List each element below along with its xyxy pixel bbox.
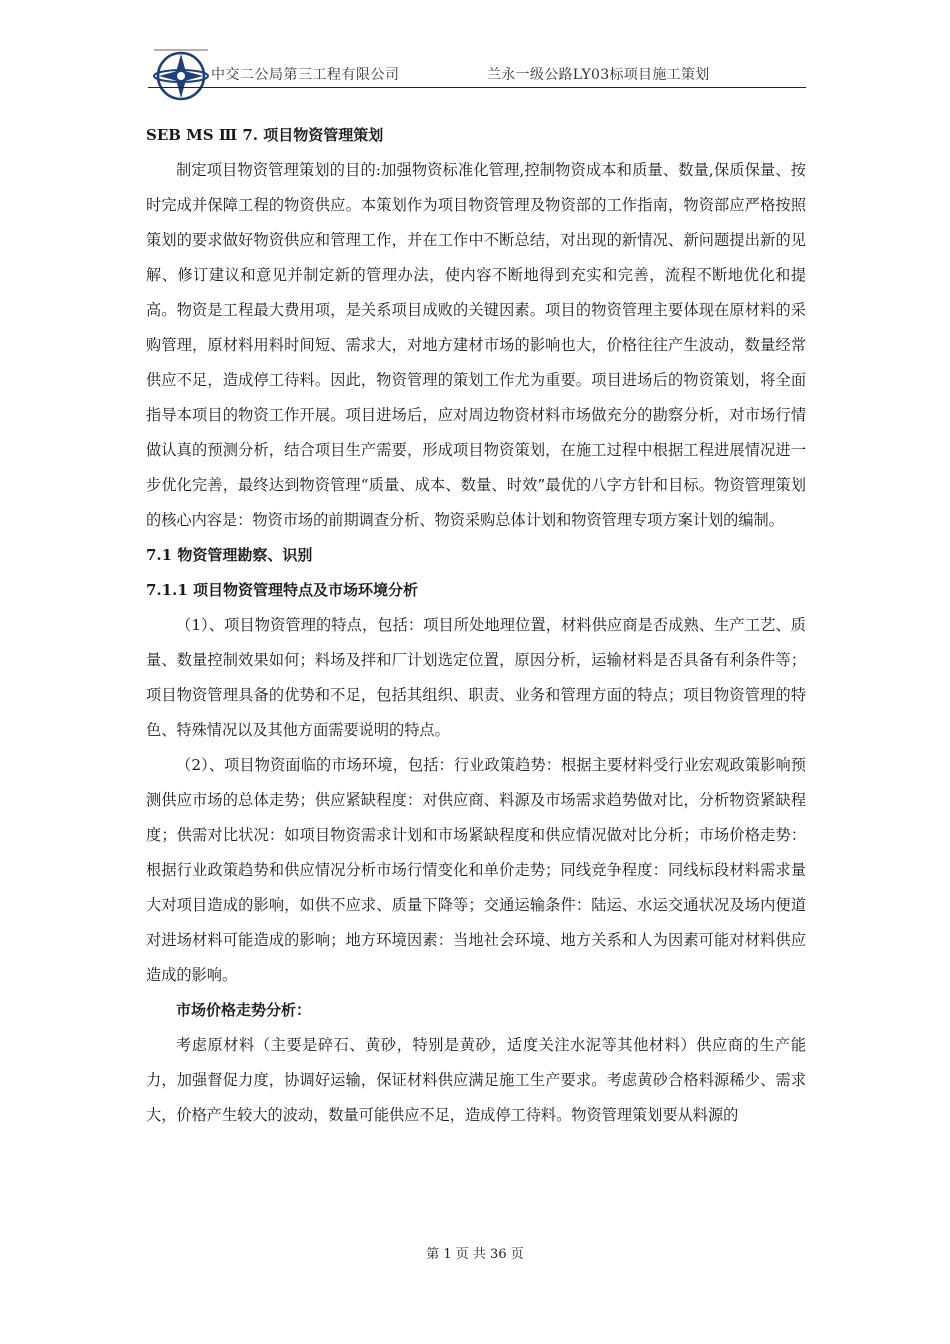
paragraph-market-environment: （2）、项目物资面临的市场环境，包括：行业政策趋势：根据主要材料受行业宏观政策影响预测供应市场的总体走势；供应紧缺程度：对供应商、料源及市场需求趋势做对比，分析物资紧缺程度；供需对比状况：如项目物资需求计划和市场紧缺程度和供应情况做对比分析；市场价格走势：根据行业政策趋势和供应情况分析市场行情变化和单价走势；同线竞争程度：同线标段材料需求量大对项目造成的影响，如供不应求、质量下降等；交通运输条件：陆运、水运交通状况及场内便道对进场材料可能造成的影响；地方环境因素：当地社会环境、地方关系和人为因素可能对材料供应造成的影响。 (146, 756, 806, 984)
paragraph-characteristics: （1）、项目物资管理的特点，包括：项目所处地理位置，材料供应商是否成熟、生产工艺、质量、数量控制效果如何；料场及拌和厂计划选定位置，原因分析，运输材料是否具备有利条件等；项目物资管理具备的优势和不足，包括其组织、职责、业务和管理方面的特点；项目物资管理的特色、特殊情况以及其他方面需要说明的特点。 (146, 616, 806, 739)
company-logo-icon (152, 46, 210, 104)
header-project: 兰永一级公路LY03标项目施工策划 (487, 67, 710, 83)
section-heading-7-1-1: 7.1.1 项目物资管理特点及市场环境分析 (146, 581, 418, 599)
paragraph-price-analysis: 考虑原材料（主要是碎石、黄砂，特别是黄砂，适度关注水泥等其他材料）供应商的生产能力，加强督促力度，协调好运输，保证材料供应满足施工生产要求。考虑黄砂合格料源稀少、需求大，价格产生较大的波动，数量可能供应不足，造成停工待料。物资管理策划要从料源的 (146, 1036, 806, 1124)
section-title: SEB MS Ⅲ 7. 项目物资管理策划 (146, 126, 384, 144)
subheading-market-price: 市场价格走势分析： (176, 1001, 312, 1019)
page-number: 第 1 页 共 36 页 (426, 1247, 524, 1262)
section-heading-7-1: 7.1 物资管理勘察、识别 (146, 546, 313, 564)
header-divider (148, 87, 806, 88)
intro-paragraph: 制定项目物资管理策划的目的:加强物资标准化管理,控制物资成本和质量、数量,保质保量、按时完成并保障工程的物资供应。本策划作为项目物资管理及物资部的工作指南，物资部应严格按照策划的要求做好物资供应和管理工作，并在工作中不断总结，对出现的新情况、新问题提出新的见解、修订建议和意见并制定新的管理办法，使内容不断地得到充实和完善，流程不断地优化和提高。物资是工程最大费用项，是关系项目成败的关键因素。项目的物资管理主要体现在原材料的采购管理，原材料用料时间短、需求大，对地方建材市场的影响也大，价格往往产生波动，数量经常供应不足，造成停工待料。因此，物资管理的策划工作尤为重要。项目进场后的物资策划，将全面指导本项目的物资工作开展。项目进场后，应对周边物资材料市场做充分的勘察分析，对市场行情做认真的预测分析，结合项目生产需要，形成项目物资策划，在施工过程中根据工程进展情况进一步优化完善，最终达到物资管理“质量、成本、数量、时效”最优的八字方针和目标。物资管理策划的核心内容是：物资市场的前期调查分析、物资采购总体计划和物资管理专项方案计划的编制。 (146, 161, 806, 529)
document-body (146, 114, 806, 1133)
header-company: 中交二公局第三工程有限公司 (211, 67, 400, 83)
